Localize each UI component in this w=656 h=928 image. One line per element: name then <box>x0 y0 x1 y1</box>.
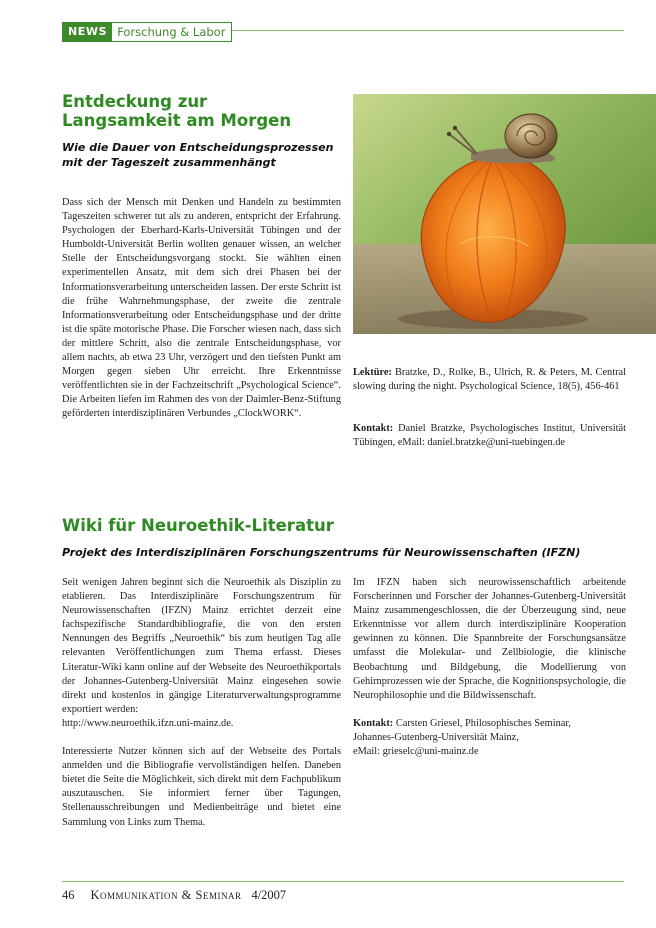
article1-title-line2: Langsamkeit am Morgen <box>62 111 292 130</box>
article2-paragraph-3: Im IFZN haben sich neurowissenschaftlich arbeitende Forscherinnen und Forscher der Johannes-Gutenberg-Universität Mainz zusammengeschlossen, die der Überzeugung sind, neue Erkenntnisse vor allem durch interdisziplinäre Kooperation gewinnen zu können. Die Spannbreite der Forschungsansätze umfasst die Molekular- und Zellbiologie, die klinische Beobachtung und Bildgebung, die Modellierung von Gehirnprozessen wie der Sprache, die Kognitionspsychologie, die Neurophilosophie und die Bildwissenschaft. <box>353 577 626 701</box>
contact-text: Daniel Bratzke, Psychologisches Institut, Universität Tübingen, eMail: daniel.bratzke@uni-tuebingen.de <box>353 423 626 449</box>
article2-subtitle: Projekt des Interdisziplinären Forschungszentrums für Neurowissenschaften (IFZN) <box>62 546 581 559</box>
article1-subtitle-line2: mit der Tageszeit zusammenhängt <box>62 156 276 169</box>
article1-title <box>62 92 342 130</box>
article2-contact-label: Kontakt: <box>353 717 394 729</box>
article2-title: Wiki für Neuroethik-Literatur <box>62 516 334 535</box>
article2-contact <box>353 717 626 759</box>
page-footer <box>62 888 286 903</box>
contact-label: Kontakt: <box>353 423 394 434</box>
article1-header <box>62 92 342 170</box>
section-rubric <box>62 22 232 42</box>
news-tag: NEWS <box>63 23 112 41</box>
snail-physalis-photo <box>353 94 656 334</box>
page-number: 46 <box>62 888 75 902</box>
article2-paragraph-1: Seit wenigen Jahren beginnt sich die Neuroethik als Disziplin zu etablieren. Das Interdisziplinäre Forschungszentrum für Neurowissenschaften (IFZN) Mainz errichtet derzeit eine fachspezifische Standardbibliografie, die von den ersten Nennungen des Begriffs „Neuroethik“ bis zum heutigen Tag alle relevanten Veröffentlichungen zum Thema erfasst. Dieses Literatur-Wiki kann online auf der Webseite des Neuroethikportals der Johannes-Gutenberg-Universität Mainz eingesehen sowie direkt und kostenlos in gängige Literaturverwaltungsprogramme exportiert werden: <box>62 577 341 715</box>
literature-text: Bratzke, D., Rolke, B., Ulrich, R. & Peters, M. Central slowing during the night. Psychological Science, 18(5), 456-461 <box>353 367 626 393</box>
article1-title-line1: Entdeckung zur <box>62 92 208 111</box>
article2-right-column <box>353 576 626 759</box>
article1-paragraph: Dass sich der Mensch mit Denken und Handeln zu bestimmten Tageszeiten schwerer tut als zu anderen, entspricht der Erfahrung. Psychologen der Eberhard-Karls-Universität Tübingen und der Humboldt-Universität Berlin wollten genauer wissen, an welcher Stelle der Entscheidungsvorgang stockt. Sie wählten einen experimentellen Ansatz, mit dem sich drei Phasen bei der Informationsverarbeitung unterscheiden lassen. Der erste Schritt ist die frühe Wahrnehmungsphase, der zweite die zentrale Informationsverarbeitung oder Entscheidungsphase und der dritte ist die späte motorische Phase. Die Forscher wiesen nach, dass sich der mittlere Schritt, also die zentrale Entscheidungsphase, vor allem nachts, ab etwa 23 Uhr, verzögert und den tiefsten Punkt am Morgen gegen sieben Uhr erreicht. Ihre Erkenntnisse veröffentlichten sie in der Fachzeitschrift „Psychological Science“. Die Arbeiten liefen im Rahmen des von der Daimler-Benz-Stiftung geförderten interdisziplinären Verbundes „ClockWORK“. <box>62 197 341 420</box>
neuroethik-url-link[interactable]: http://www.neuroethik.ifzn.uni-mainz.de. <box>62 717 234 729</box>
section-topic: Forschung & Labor <box>117 25 226 39</box>
footer-rule <box>62 881 624 882</box>
contact-email-link[interactable]: eMail: grieselc@uni-mainz.de <box>353 746 479 758</box>
magazine-name: Kommunikation & Seminar <box>90 888 242 902</box>
issue-number: 4/2007 <box>251 888 287 902</box>
photo-illustration <box>353 94 656 334</box>
article1-subtitle-line1: Wie die Dauer von Entscheidungsprozessen <box>62 141 334 154</box>
article2-paragraph-2: Interessierte Nutzer können sich auf der Webseite des Portals anmelden und die Bibliografie vervollständigen helfen. Daneben bietet die Seite die Möglichkeit, sich direkt mit dem Fachpublikum auszutauschen. Sie informiert ferner über Tagungen, Stellenausschreibungen und Medienbeiträge und bietet eine Sammlung von Links zum Thema. <box>62 746 341 828</box>
literature-label: Lektüre: <box>353 367 392 378</box>
article2-left-column <box>62 576 341 830</box>
article1-subtitle <box>62 140 342 170</box>
article1-contact <box>353 422 626 450</box>
article1-literature <box>353 366 626 394</box>
article1-body <box>62 196 341 422</box>
contact-name-line: Carsten Griesel, Philosophisches Seminar, <box>395 717 571 729</box>
contact-affiliation-line: Johannes-Gutenberg-Universität Mainz, <box>353 731 519 743</box>
